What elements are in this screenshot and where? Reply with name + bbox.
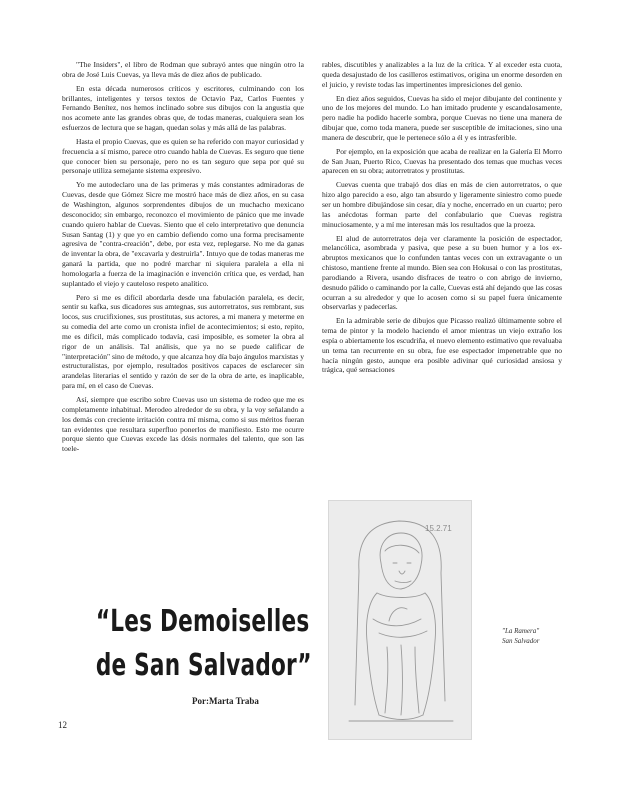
drawing-figure — [328, 500, 472, 740]
paragraph: rables, discutibles y analizables a la luz de la crítica. Y al exceder esta cuota, queda desajustado de los casilleros estimativos, origina un enorme desorden en el juicio, y reviste todas las impertinentes impresiciones del genio. — [322, 60, 562, 89]
paragraph: En esta década numerosos críticos y escritores, culminando con los brillantes, inteligentes y tersos textos de Octavio Paz, Carlos Fuentes y Fernando Benítez, nos hemos inclinado sobre sus dibujos con la angustia que nos acomete ante las grandes obras que, de todas maneras, cualquiera sean los esfuerzos de lectura que se hagan, quedan solas y más allá de las palabras. — [62, 83, 304, 133]
chair-side-line — [355, 571, 359, 705]
paragraph: Por ejemplo, en la exposición que acaba de realizar en la Galería El Morro de San Juan, Puerto Rico, Cuevas ha presentado dos temas que muchas veces aparecen en su obra; autorretratos y prostitutas. — [322, 146, 562, 176]
article-title-line-2: de San Salvador” — [95, 648, 312, 683]
caption-title: "La Ramera" — [502, 627, 540, 635]
right-text-column — [322, 60, 562, 379]
paragraph: "The Insiders", el libro de Rodman que subrayó antes que ningún otro la obra de José Luis Cuevas, ya lleva más de diez años de publicado. — [62, 60, 304, 79]
page-number: 12 — [58, 720, 67, 730]
paragraph: Pero si me es difícil abordarla desde una fabulación paralela, es decir, sentir su kafka, sus dicadores sus amtegnas, sus autorretratos, sus rembrant, sus locos, sus crucifixiones, sus prostitutas, sus actores, a mi manera y meterme en su comedia del arte como un cronista infiel de acontecimientos; si esto, repito, me es difícil, más complicado todavía, casi imposible, es someter la obra al rigor de un análisis. Tal análisis, que ya no se puede calificar de "interpretación" sino de método, y que alcanza hoy día bajo ángulos marxistas y estructuralistas, por ejemplo, resultados positivos capaces de esclarecer sin arandelas literarias el sentido y razón de ser de la obra de arte, es inaplicable, para mí, en el caso de Cuevas. — [62, 292, 304, 391]
drawing-inscription: 15.2.71 — [425, 524, 452, 533]
head-outline — [380, 533, 422, 589]
article-title-line-1: “Les Demoiselles — [95, 604, 310, 639]
paragraph: En diez años seguidos, Cuevas ha sido el mejor dibujante del continente y uno de los mejores del mundo. Lo han imitado prudente y escandalosamente, pero nadie ha podido hacerle sombra, porque Cuevas no tiene una manera de dibujar que, como toda manera, puede ser susceptible de imitaciones, sino una manera de descubrir, que le pertenece sólo a él y es intrasferible. — [322, 93, 562, 142]
paragraph: Así, siempre que escribo sobre Cuevas uso un sistema de rodeo que me es completamente inhabitual. Merodeo alrededor de su obra, y la voy señalando a los demás con creciente irritación contra mí misma, como si sus méritos fueran tan evidentes que resultara superfluo ponerlos de manifiesto. Esto me ocurre porque siento que Cuevas excede las dósis normales del talento, que son las toele- — [62, 395, 304, 454]
figure-sketch — [329, 501, 471, 739]
paragraph: Yo me autodeclaro una de las primeras y más constantes admiradoras de Cuevas, desde que Gómez Sicre me mostró hace más de diez años, en su casa de Washington, algunos sorprendentes dibujos de un muchacho mexicano desconocido; sin embargo, reconozco el movimiento de pánico que me invade cuando quiero hablar de Cuevas. Siento que el celo interpretativo que denuncia Susan Santag (1) y que yo en cambio defiendo como una forma precisamente agresiva de "contra-creación", debe, por esta vez, replegarse. No me da ganas de inventar la obra, de "excavarla y destruirla". Intuyo que de todas maneras me ganará la partida, que no podré marchar ni siquiera paralela a ella ni homologarla a fuerza de la imaginación e invención crítica que, es verdad, han suplantado el viejo y cauteloso respeto analítico. — [62, 180, 304, 288]
caption-place: San Salvador — [502, 637, 540, 645]
figure-caption — [502, 626, 572, 646]
byline: Por:Marta Traba — [192, 696, 259, 706]
paragraph: Cuevas cuenta que trabajó dos días en más de cien autorretratos, o que hizo algo parecido a eso, algo tan absurdo y ligeramente siniestro como puede ser un hombre dibujándose sin cesar, día y noche, encerrado en un cuarto; pero las anécdotas forman parte del confabulario que Cuevas registra minuciosamente, y a mí me interesan más los resultados que la proeza. — [322, 180, 562, 229]
paragraph: En la admirable serie de dibujos que Picasso realizó últimamente sobre el tema de pintor y la modelo haciendo el amor mientras un viejo extraño los espía o abiertamente los escudriña, el nuevo elemento estimativo que revaluaba un tema tan recurrente en su obra, fue ese espectador impenetrable que no hacía ningún gesto, aunque era posible adivinar qué curiosidad ansiosa y trágica, qué sensaciones — [322, 316, 562, 375]
paragraph: Hasta el propio Cuevas, que es quien se ha referido con mayor curiosidad y frecuencia a sí mismo, parece otro cuando habla de Cuevas. Es seguro que tiene que conocer bien su personaje, pero no es tan seguro que sepa por qué su personaje utiliza semejante sistema expresivo. — [62, 136, 304, 176]
paragraph: El alud de autorretratos deja ver claramente la posición de espectador, melancólica, asombrada y pasiva, que pese a su buen humor y a los ex-abruptos mexicanos que lo confunden tantas veces con un extravagante o un chistoso, mantiene frente al mundo. Bien sea con Hokusai o con las prostitutas, parodiando a Rivera, usando disfraces de teatro o con abrigo de invierno, desnudo pálido o caminando por la calle, Cuevas está ahí dejando que las cosas ocurran a su alrededor y que lo acosen como si su papel fuera únicamente observarlas y padecerlas. — [322, 233, 562, 312]
left-text-column — [62, 60, 304, 458]
